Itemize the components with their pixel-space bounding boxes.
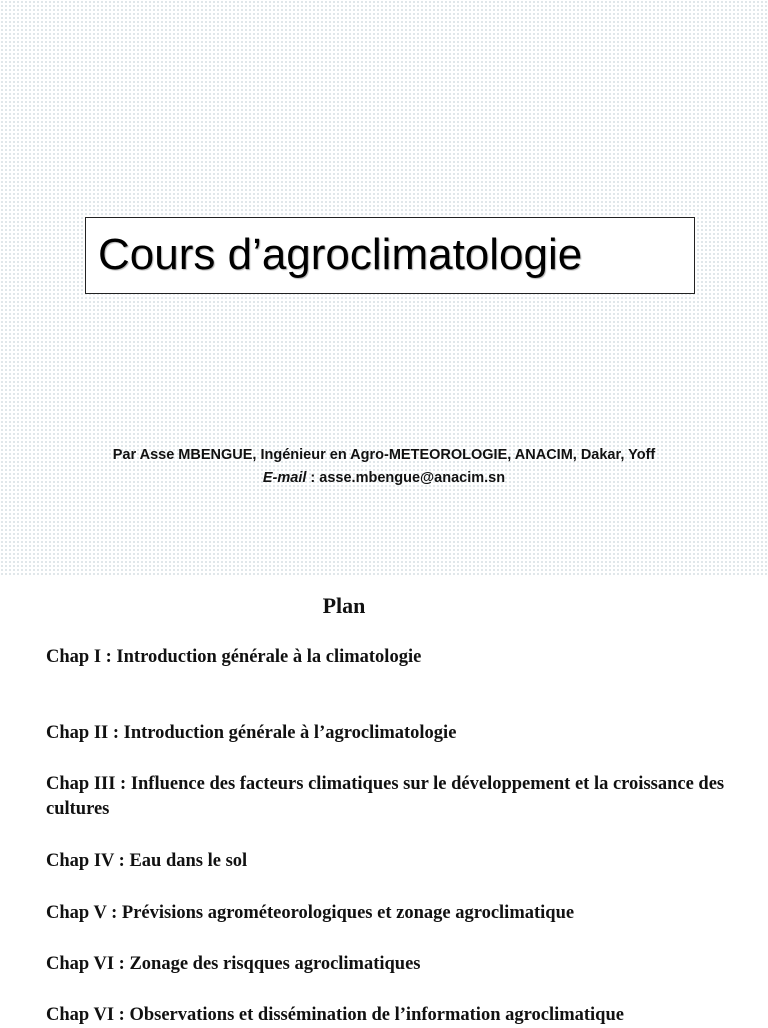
email-label: E-mail xyxy=(262,470,307,486)
email-line xyxy=(0,470,768,486)
plan-title: Plan xyxy=(322,593,366,618)
title-box xyxy=(85,217,695,294)
author-line: Par Asse MBENGUE, Ingénieur en Agro-METEOROLOGIE, ANACIM, Dakar, Yoff xyxy=(112,447,656,463)
email-address: asse.mbengue@anacim.sn xyxy=(319,470,506,486)
course-title: Cours d’agroclimatologie xyxy=(98,230,583,279)
plan-chapter-7: Chap VI : Observations et dissémination de l’information agroclimatique xyxy=(46,1005,624,1025)
email-separator: : xyxy=(306,470,320,486)
plan-chapter-1: Chap I : Introduction générale à la climatologie xyxy=(46,647,422,667)
plan-chapter-5: Chap V : Prévisions agrométeorologiques et zonage agroclimatique xyxy=(46,903,575,923)
plan-chapter-2: Chap II : Introduction générale à l’agroclimatologie xyxy=(46,723,457,743)
plan-chapter-3: Chap III : Influence des facteurs climatiques sur le développement et la croissance des cultures xyxy=(46,774,725,819)
plan-chapter-4: Chap IV : Eau dans le sol xyxy=(46,851,248,871)
plan-chapter-6: Chap VI : Zonage des risqques agroclimatiques xyxy=(46,954,421,974)
